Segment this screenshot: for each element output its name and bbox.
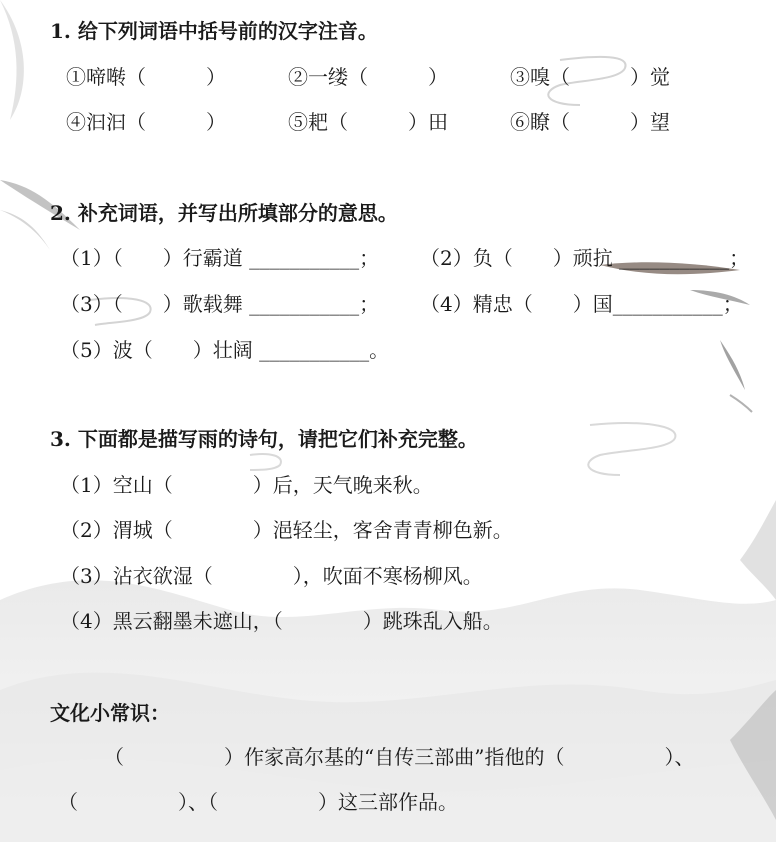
q1-item: ⑥瞭（ ）望	[510, 110, 670, 134]
q1-item: ⑤耙（ ）田	[288, 110, 448, 134]
q3-item: （2）渭城（ ）浥轻尘，客舍青青柳色新。	[60, 518, 513, 542]
q1-item: ③嗅（ ）觉	[510, 65, 670, 89]
q2-title: 2. 补充词语，并写出所填部分的意思。	[50, 201, 398, 225]
culture-line: （ ）作家高尔基的“自传三部曲”指他的（ ）、	[104, 745, 695, 769]
q3-item: （1）空山（ ）后，天气晚来秋。	[60, 473, 433, 497]
q2-item: （5）波（ ）壮阔 ___________。	[60, 338, 390, 362]
q1-item: ②一缕（ ）	[288, 65, 448, 89]
culture-title: 文化小常识：	[50, 701, 170, 725]
q1-title: 1. 给下列词语中括号前的汉字注音。	[50, 19, 378, 43]
q2-item: （4）精忠（ ）国___________；	[420, 292, 743, 316]
q3-item: （4）黑云翻墨未遮山，（ ）跳珠乱入船。	[60, 609, 503, 633]
q1-item: ①啼啭（ ）	[66, 65, 226, 89]
q2-item: （2）负（ ）顽抗 ___________；	[420, 246, 750, 270]
q1-item: ④汩汩（ ）	[66, 110, 226, 134]
q2-item: （3）（ ）歌载舞 ___________；	[60, 292, 380, 316]
q3-item: （3）沾衣欲湿（ ），吹面不寒杨柳风。	[60, 564, 483, 588]
q3-title: 3. 下面都是描写雨的诗句，请把它们补充完整。	[50, 427, 478, 451]
q2-item: （1）（ ）行霸道 ___________；	[60, 246, 380, 270]
culture-line: （ ）、（ ）这三部作品。	[58, 790, 458, 814]
